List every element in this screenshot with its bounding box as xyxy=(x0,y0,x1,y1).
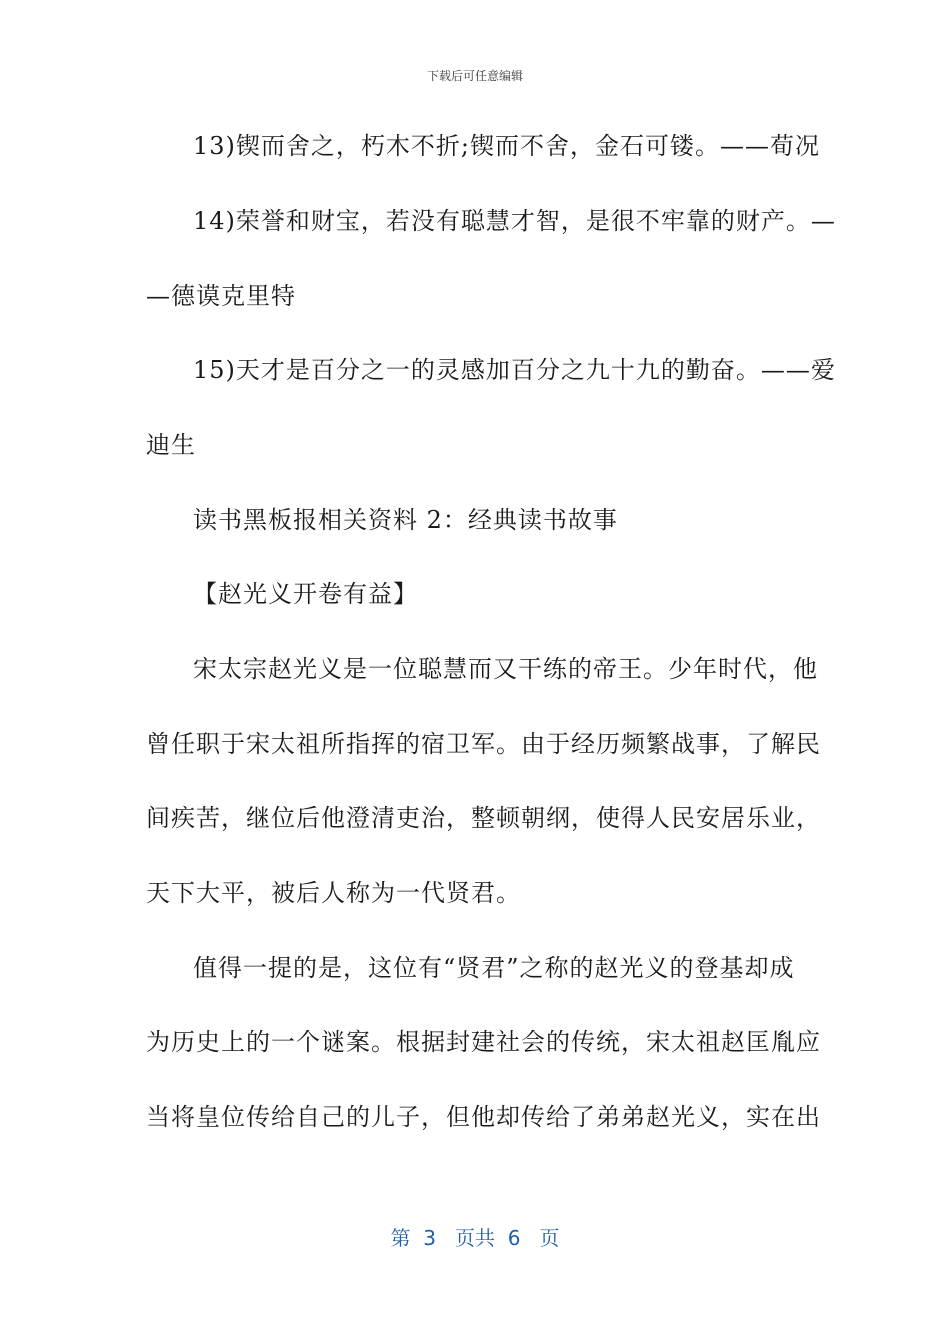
section-heading: 读书黑板报相关资料 2：经典读书故事 xyxy=(193,506,618,534)
paragraph-2-line-2: 为历史上的一个谜案。根据封建社会的传统，宋太祖赵匡胤应 xyxy=(146,1028,821,1056)
quote-14-author: —德谟克里特 xyxy=(146,282,296,310)
quote-15-author: 迪生 xyxy=(146,431,196,459)
quote-14: 14)荣誉和财宝，若没有聪慧才智，是很不牢靠的财产。— xyxy=(193,207,836,235)
page-footer: 第 3 页共 6 页 xyxy=(390,1226,560,1250)
paragraph-2-line-3: 当将皇位传给自己的儿子，但他却传给了弟弟赵光义，实在出 xyxy=(146,1103,821,1131)
paragraph-1-line-4: 天下大平，被后人称为一代贤君。 xyxy=(146,879,521,907)
paragraph-1-line-1: 宋太宗赵光义是一位聪慧而又干练的帝王。少年时代，他 xyxy=(193,655,818,683)
paragraph-2-line-1: 值得一提的是，这位有“贤君”之称的赵光义的登基却成 xyxy=(193,954,795,982)
paragraph-1-line-2: 曾任职于宋太祖所指挥的宿卫军。由于经历频繁战事，了解民 xyxy=(146,730,821,758)
header-note: 下载后可任意编辑 xyxy=(426,69,523,83)
quote-13: 13)锲而舍之，朽木不折;锲而不舍，金石可镂。——荀况 xyxy=(193,132,820,160)
quote-15: 15)天才是百分之一的灵感加百分之九十九的勤奋。——爱 xyxy=(193,356,836,384)
story-title: 【赵光义开卷有益】 xyxy=(193,580,418,608)
paragraph-1-line-3: 间疾苦，继位后他澄清吏治，整顿朝纲，使得人民安居乐业， xyxy=(146,804,821,832)
